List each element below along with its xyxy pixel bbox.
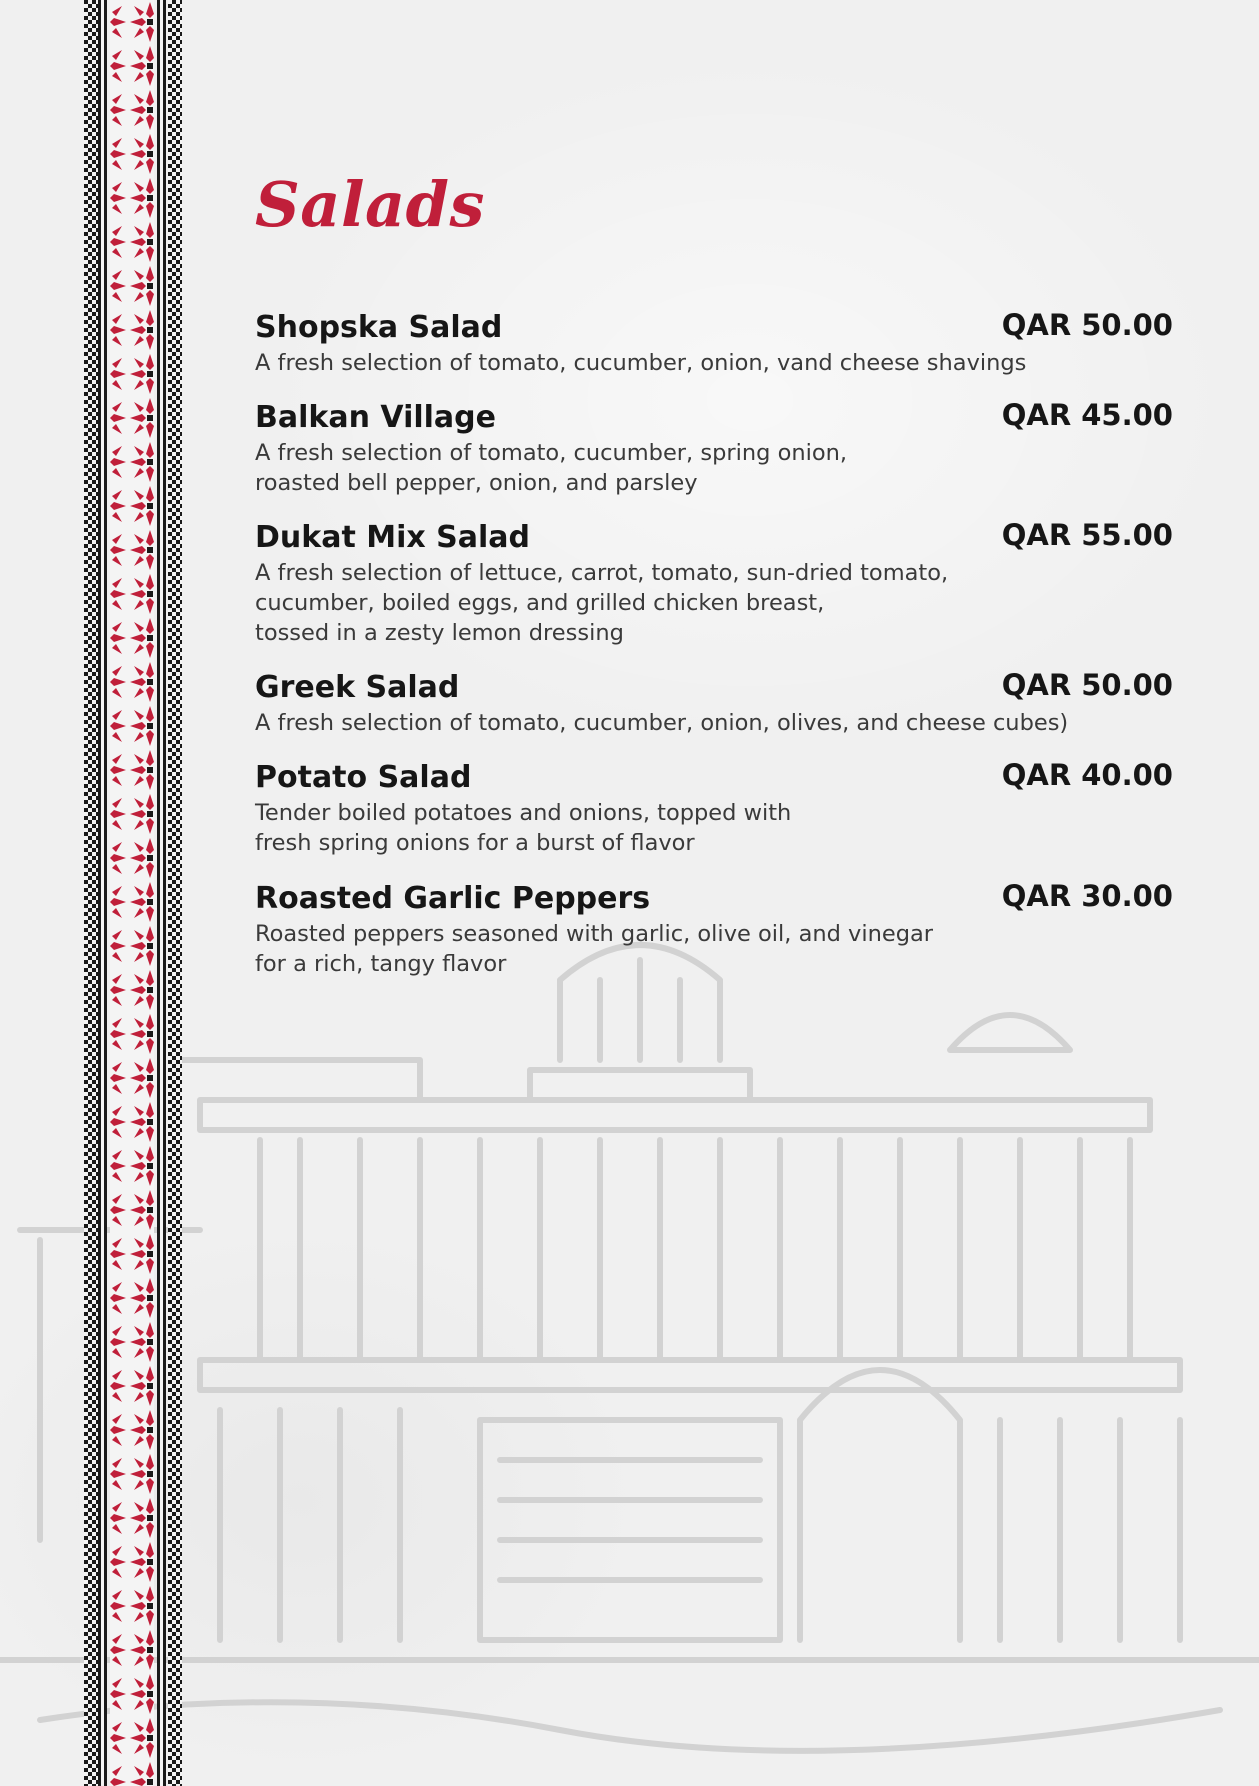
item-price: QAR 55.00 [1001,518,1173,552]
description-line: A fresh selection of tomato, cucumber, spring onion, [255,440,848,466]
description-line: roasted bell pepper, onion, and parsley [255,470,698,496]
item-name: Shopska Salad [255,310,503,345]
description-line: A fresh selection of lettuce, carrot, tomato, sun-dried tomato, [255,560,949,586]
item-name: Greek Salad [255,670,460,705]
description-line: tossed in a zesty lemon dressing [255,620,624,646]
item-price: QAR 45.00 [1001,398,1173,432]
item-description [255,558,1175,648]
description-line: fresh spring onions for a burst of flavor [255,830,695,856]
description-line: Tender boiled potatoes and onions, topped with [255,800,792,826]
page-title: Salads [255,168,485,241]
item-price: QAR 50.00 [1001,308,1173,342]
item-description [255,438,1175,498]
embroidery-pattern-icon [84,0,184,1786]
description-line: A fresh selection of tomato, cucumber, onion, olives, and cheese cubes) [255,710,1069,736]
building-sketch-icon [0,940,1259,1786]
item-description [255,798,1175,858]
description-line: Roasted peppers seasoned with garlic, olive oil, and vinegar [255,921,934,947]
item-name: Balkan Village [255,400,496,435]
item-name: Roasted Garlic Peppers [255,881,651,916]
description-line: cucumber, boiled eggs, and grilled chicken breast, [255,590,825,616]
item-price: QAR 50.00 [1001,668,1173,702]
item-price: QAR 40.00 [1001,758,1173,792]
item-name: Potato Salad [255,760,472,795]
item-description [255,919,1175,979]
item-price: QAR 30.00 [1001,879,1173,913]
item-name: Dukat Mix Salad [255,520,531,555]
item-description [255,348,1175,378]
description-line: for a rich, tangy flavor [255,951,507,977]
item-description [255,708,1175,738]
description-line: A fresh selection of tomato, cucumber, onion, vand cheese shavings [255,350,1027,376]
